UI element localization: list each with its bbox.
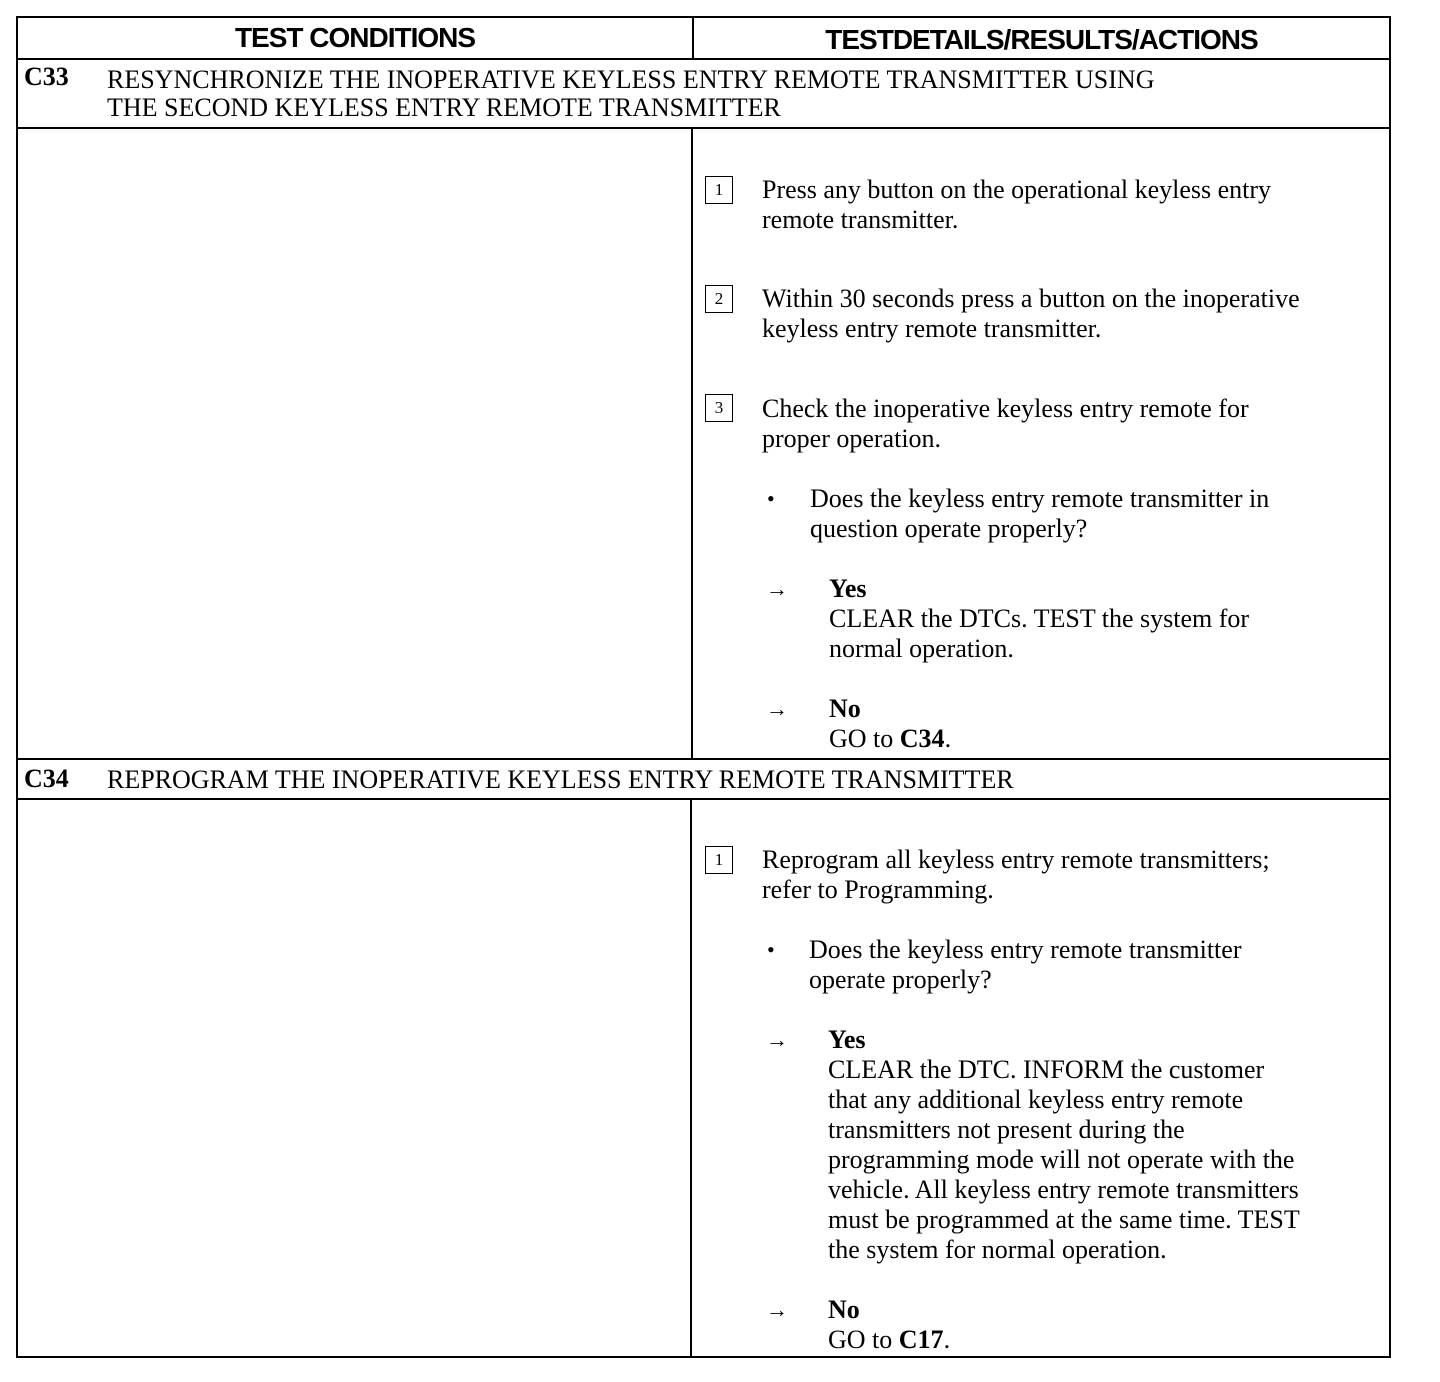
c33-step3-text [762, 394, 1249, 454]
c33-yes-label: Yes [829, 574, 867, 603]
c33-step2-line2: keyless entry remote transmitter. [762, 314, 1102, 343]
c34-bullet-icon: • [767, 937, 775, 962]
c34-no-block [828, 1295, 950, 1355]
c33-question [810, 484, 1269, 544]
c33-no-block [829, 694, 951, 754]
c34-step1-line1: Reprogram all keyless entry remote transmitters; [762, 845, 1270, 874]
c34-yes-line6: must be programmed at the same time. TEST [828, 1205, 1300, 1234]
c33-step3-number: 3 [705, 394, 733, 422]
c34-yes-line4: programming mode will not operate with the [828, 1145, 1295, 1174]
c34-no-suffix: . [943, 1325, 951, 1354]
c34-id: C34 [24, 764, 69, 793]
c33-no-prefix: GO to [829, 724, 900, 753]
c34-question [809, 935, 1241, 995]
c34-yes-arrow-icon: → [766, 1027, 788, 1052]
c34-yes-line1: CLEAR the DTC. INFORM the customer [828, 1055, 1265, 1084]
header-test-details: TESTDETAILS/RESULTS/ACTIONS [825, 24, 1258, 55]
c34-question-line1: Does the keyless entry remote transmitter [809, 935, 1242, 964]
c34-yes-block [828, 1025, 1300, 1265]
c34-title: REPROGRAM THE INOPERATIVE KEYLESS ENTRY REMOTE TRANSMITTER [107, 765, 1014, 794]
c33-step3-line1: Check the inoperative keyless entry remote for [762, 394, 1249, 423]
c33-question-line2: question operate properly? [810, 514, 1088, 543]
c34-yes-label: Yes [828, 1025, 866, 1054]
c33-title-line1: RESYNCHRONIZE THE INOPERATIVE KEYLESS ENTRY REMOTE TRANSMITTER USING [107, 65, 1155, 94]
c33-bullet-icon: • [767, 486, 775, 511]
c34-no-action [828, 1325, 950, 1355]
c33-no-label: No [829, 694, 861, 723]
c34-step1-text [762, 845, 1270, 905]
c34-title-top-rule [16, 758, 1391, 760]
c34-question-line2: operate properly? [809, 965, 992, 994]
c33-no-arrow-icon: → [766, 696, 788, 721]
c33-step1-text [762, 175, 1271, 235]
c33-yes-block [829, 574, 1249, 664]
c33-step1-line1: Press any button on the operational keyless entry [762, 175, 1272, 204]
c33-yes-line1: CLEAR the DTCs. TEST the system for [829, 604, 1250, 633]
c33-title [107, 66, 1367, 122]
c33-step2-text [762, 284, 1300, 344]
c33-step2-number: 2 [705, 285, 733, 313]
c33-no-target: C34 [899, 724, 945, 753]
c34-yes-line7: the system for normal operation. [828, 1235, 1167, 1264]
c34-no-arrow-icon: → [766, 1297, 788, 1322]
column-divider-c33 [691, 129, 693, 759]
c34-no-target: C17 [898, 1325, 944, 1354]
c34-title-bottom-rule [16, 798, 1391, 800]
c33-step1-number: 1 [705, 176, 733, 204]
c34-yes-line5: vehicle. All keyless entry remote transmitters [828, 1175, 1299, 1204]
column-divider-c34 [690, 799, 692, 1358]
c34-no-prefix: GO to [828, 1325, 899, 1354]
c33-no-action [829, 724, 951, 754]
header-test-conditions: TEST CONDITIONS [234, 22, 476, 53]
c33-title-bottom-rule [16, 127, 1391, 129]
c33-yes-line2: normal operation. [829, 634, 1014, 663]
c33-question-line1: Does the keyless entry remote transmitter in [810, 484, 1270, 513]
c34-step1-line2: refer to Programming. [762, 875, 994, 904]
c34-yes-line3: transmitters not present during the [828, 1115, 1185, 1144]
c33-step3-line2: proper operation. [762, 424, 942, 453]
c33-step1-line2: remote transmitter. [762, 205, 959, 234]
c33-yes-arrow-icon: → [766, 576, 788, 601]
c33-title-line2: THE SECOND KEYLESS ENTRY REMOTE TRANSMITTER [107, 93, 781, 122]
c34-no-label: No [828, 1295, 860, 1324]
c33-no-suffix: . [944, 724, 952, 753]
c33-step2-line1: Within 30 seconds press a button on the inoperative [762, 284, 1300, 313]
c34-yes-line2: that any additional keyless entry remote [828, 1085, 1244, 1114]
c33-id: C33 [24, 62, 69, 91]
c34-step1-number: 1 [705, 846, 733, 874]
